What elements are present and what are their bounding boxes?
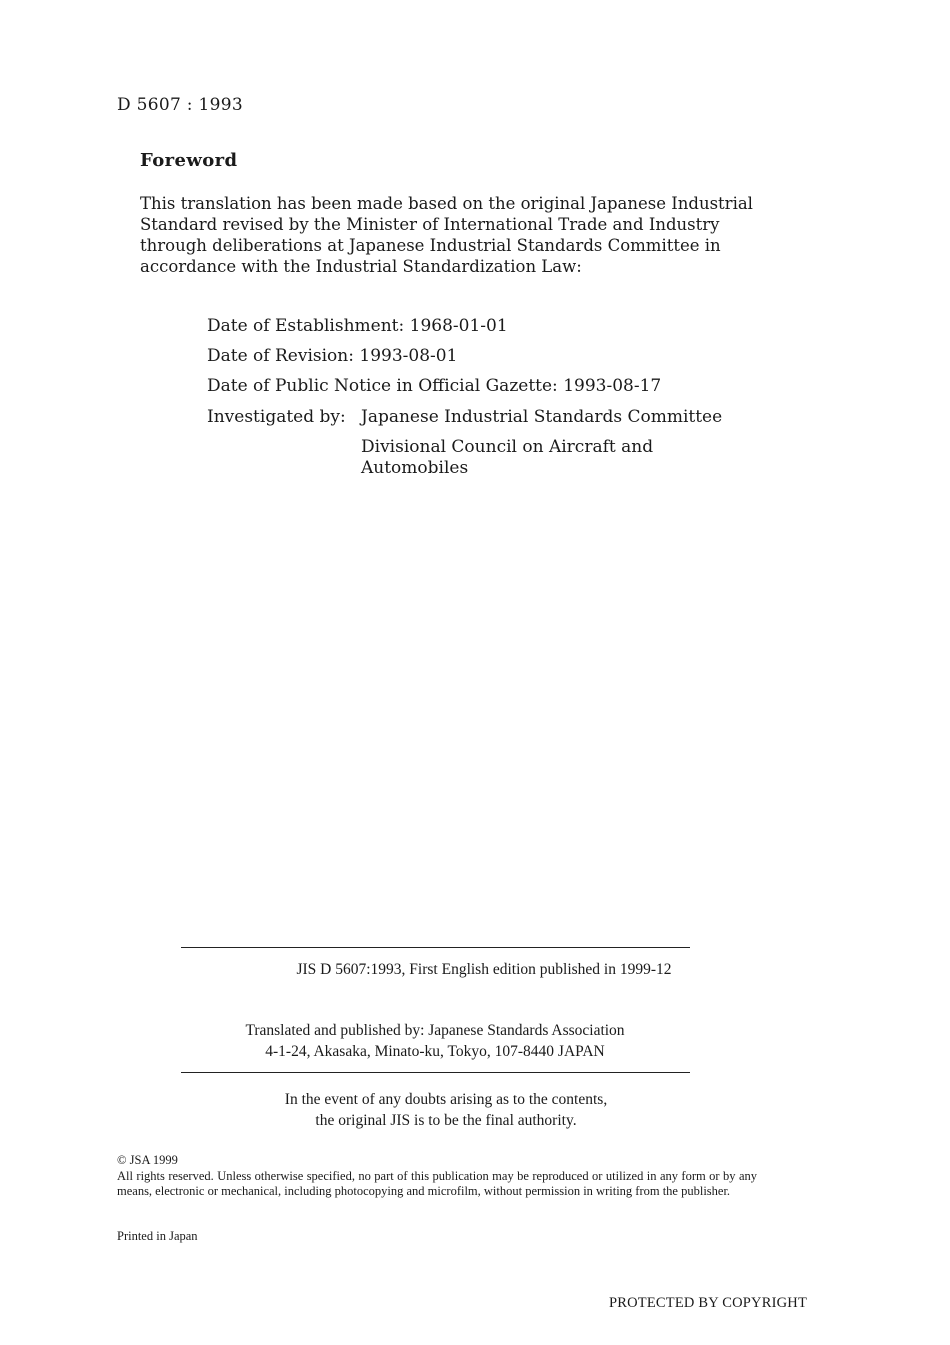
- foreword-line: through deliberations at Japanese Industrial Standards Committee in: [140, 236, 721, 255]
- revision-date-label: Date of Revision:: [207, 346, 354, 366]
- investigated-by-label: Investigated by:: [207, 407, 346, 427]
- gazette-date-label: Date of Public Notice in Official Gazette:: [207, 376, 558, 396]
- standard-number: D 5607 : 1993: [117, 95, 243, 115]
- copyright-notice: © JSA 1999: [117, 1153, 178, 1167]
- revision-date-value: 1993-08-01: [359, 346, 458, 366]
- publisher-line: Translated and published by: Japanese Standards Association: [245, 1022, 625, 1039]
- edition-statement: JIS D 5607:1993, First English edition published in 1999-12: [296, 961, 672, 978]
- foreword-heading: Foreword: [140, 150, 238, 171]
- authority-line: the original JIS is to be the final authority.: [315, 1112, 577, 1129]
- foreword-line: Standard revised by the Minister of International Trade and Industry: [140, 215, 720, 234]
- investigator-line: Japanese Industrial Standards Committee: [361, 407, 723, 427]
- investigated-by-row: [207, 407, 346, 427]
- revision-date-row: [207, 346, 457, 366]
- investigator-line: Automobiles: [361, 458, 469, 478]
- establishment-date-label: Date of Establishment:: [207, 316, 405, 336]
- bottom-divider: [181, 1072, 690, 1073]
- foreword-line: This translation has been made based on the original Japanese Industrial: [140, 194, 753, 213]
- gazette-date-value: 1993-08-17: [563, 376, 662, 396]
- establishment-date-row: [207, 316, 508, 336]
- investigator-line: Divisional Council on Aircraft and: [361, 437, 654, 457]
- authority-note: [0, 1089, 892, 1131]
- printed-location: Printed in Japan: [117, 1229, 198, 1243]
- authority-line: In the event of any doubts arising as to the contents,: [284, 1091, 608, 1108]
- establishment-date-value: 1968-01-01: [409, 316, 508, 336]
- foreword-paragraph: [140, 193, 758, 277]
- rights-statement: All rights reserved. Unless otherwise specified, no part of this publication may be reproduced or utilized in any form or by any means, electronic or mechanical, including photocopying and microfilm, without permission in writing from the publisher.: [117, 1169, 757, 1198]
- publisher-address: 4-1-24, Akasaka, Minato-ku, Tokyo, 107-8440 JAPAN: [265, 1043, 605, 1060]
- protected-by-copyright: PROTECTED BY COPYRIGHT: [609, 1295, 808, 1311]
- foreword-line: accordance with the Industrial Standardization Law:: [140, 257, 582, 276]
- top-divider: [181, 947, 690, 948]
- publisher-block: [0, 1020, 870, 1062]
- gazette-date-row: [207, 376, 661, 396]
